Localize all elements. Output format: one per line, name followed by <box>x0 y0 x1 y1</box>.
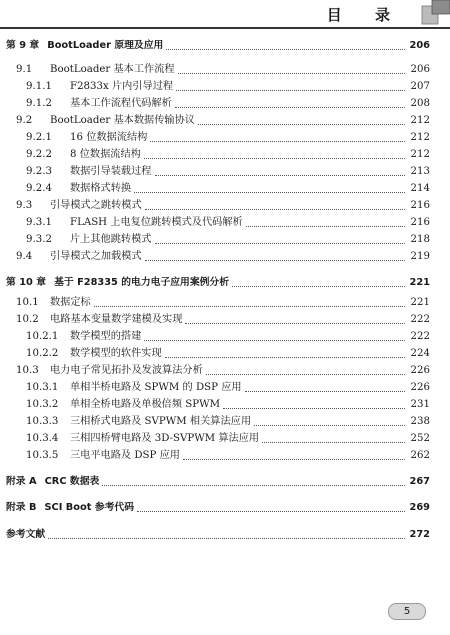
toc-entry-title: 基本工作流程代码解析 <box>70 98 172 109</box>
toc-entry <box>0 181 450 197</box>
toc-entry-page: 267 <box>409 476 430 487</box>
toc-entry-title: 单相半桥电路及 SPWM 的 DSP 应用 <box>70 382 242 393</box>
toc-entry <box>0 113 450 129</box>
toc-entry-title: SCI Boot 参考代码 <box>44 502 134 513</box>
toc-entry-page: 221 <box>410 297 430 308</box>
page-header <box>0 0 450 28</box>
toc-entry-number: 9.2 <box>16 115 33 126</box>
toc-entry-title: 引导模式之跳转模式 <box>50 200 142 211</box>
dot-leader <box>262 442 405 443</box>
toc-entry-page: 231 <box>410 399 430 410</box>
toc-entry-number: 9.3 <box>16 200 33 211</box>
toc-entry-title: 基于 F28335 的电力电子应用案例分析 <box>54 277 230 288</box>
toc-entry <box>0 431 450 447</box>
toc-entry <box>0 363 450 379</box>
toc-entry-title: BootLoader 基本数据传输协议 <box>50 115 195 126</box>
page-number-label: 5 <box>403 606 411 617</box>
dot-leader <box>155 175 406 176</box>
dot-leader <box>175 107 405 108</box>
toc-entry-title: 三相四桥臂电路及 3D-SVPWM 算法应用 <box>70 433 260 444</box>
dot-leader <box>245 391 405 392</box>
toc-entry-page: 269 <box>409 502 430 513</box>
toc-entry <box>0 329 450 345</box>
toc-entry-title: BootLoader 基本工作流程 <box>50 64 175 75</box>
toc-entry-page: 226 <box>410 365 430 376</box>
toc-entry-page: 207 <box>410 81 430 92</box>
dot-leader <box>206 374 405 375</box>
toc-entry <box>0 275 450 291</box>
toc-entry <box>0 198 450 214</box>
toc-entry-number: 附录 A <box>6 476 37 487</box>
toc-entry-number: 9.4 <box>16 251 33 262</box>
toc-entry-page: 272 <box>409 529 430 540</box>
toc-entry-page: 262 <box>410 450 430 461</box>
toc-entry <box>0 96 450 112</box>
toc-entry-number: 10.3.5 <box>26 450 59 461</box>
toc-entry-page: 206 <box>409 40 430 51</box>
corner-decoration-icon <box>420 0 450 26</box>
toc-entry <box>0 232 450 248</box>
toc-entry-number: 9.1.2 <box>26 98 52 109</box>
toc-entry-title: 三电平电路及 DSP 应用 <box>70 450 180 461</box>
toc-entry-number: 9.1.1 <box>26 81 52 92</box>
toc-entry <box>0 215 450 231</box>
dot-leader <box>144 340 405 341</box>
toc-entry-number: 9.2.4 <box>26 183 52 194</box>
dot-leader <box>144 158 405 159</box>
toc-entry-page: 212 <box>410 132 430 143</box>
toc-entry-title: F2833x 片内引导过程 <box>70 81 174 92</box>
toc-entry <box>0 414 450 430</box>
toc-entry-title: BootLoader 原理及应用 <box>47 40 164 51</box>
toc-entry <box>0 346 450 362</box>
dot-leader <box>246 226 405 227</box>
toc-entry-number: 10.3 <box>16 365 39 376</box>
toc-entry <box>0 79 450 95</box>
toc-entry <box>0 147 450 163</box>
toc-entry-page: 222 <box>410 314 430 325</box>
toc-entry-number: 10.3.1 <box>26 382 59 393</box>
toc-entry-number: 9.2.3 <box>26 166 52 177</box>
dot-leader <box>178 73 405 74</box>
toc-entry-page: 252 <box>410 433 430 444</box>
page-number <box>388 603 426 620</box>
toc-entry-number: 9.2.1 <box>26 132 52 143</box>
toc-entry <box>0 500 450 516</box>
toc-entry-title: 三相桥式电路及 SVPWM 相关算法应用 <box>70 416 252 427</box>
toc-entry-number: 附录 B <box>6 502 37 513</box>
toc-entry-title: 数据格式转换 <box>70 183 132 194</box>
toc-entry-page: 212 <box>410 149 430 160</box>
toc-entry-page: 213 <box>410 166 430 177</box>
dot-leader <box>198 124 405 125</box>
toc-entry <box>0 164 450 180</box>
toc-entry <box>0 527 450 543</box>
toc-entry-number: 10.3.2 <box>26 399 59 410</box>
toc-entry <box>0 474 450 490</box>
toc-entry-title: 电力电子常见拓扑及发波算法分析 <box>50 365 203 376</box>
toc-entry-title: 片上其他跳转模式 <box>70 234 152 245</box>
toc-entry-number: 9.3.2 <box>26 234 52 245</box>
toc-entry-title: 数据定标 <box>50 297 91 308</box>
toc-entry <box>0 62 450 78</box>
toc-entry <box>0 448 450 464</box>
toc-entry-number: 10.3.3 <box>26 416 59 427</box>
dot-leader <box>137 511 405 512</box>
toc-entry-page: 224 <box>410 348 430 359</box>
dot-leader <box>94 306 405 307</box>
dot-leader <box>155 243 406 244</box>
toc-entry-page: 218 <box>410 234 430 245</box>
toc-entry-title: 单相全桥电路及单极倍频 SPWM <box>70 399 221 410</box>
toc-entry-page: 222 <box>410 331 430 342</box>
toc-entry <box>0 312 450 328</box>
dot-leader <box>232 286 405 287</box>
dot-leader <box>223 408 405 409</box>
toc-entry-page: 216 <box>410 217 430 228</box>
toc-entry-title: 数学模型的搭建 <box>70 331 142 342</box>
toc-entry-number: 9.3.1 <box>26 217 52 228</box>
toc-entry-title: 引导模式之加载模式 <box>50 251 142 262</box>
toc-entry-title: 数据引导装载过程 <box>70 166 152 177</box>
toc-entry-page: 226 <box>410 382 430 393</box>
dot-leader <box>176 90 405 91</box>
toc-entry <box>0 295 450 311</box>
dot-leader <box>150 141 405 142</box>
dot-leader <box>165 357 405 358</box>
toc-entry-page: 221 <box>409 277 430 288</box>
dot-leader <box>166 49 405 50</box>
toc-entry-page: 206 <box>410 64 430 75</box>
dot-leader <box>145 260 405 261</box>
toc-entry-number: 10.2.1 <box>26 331 59 342</box>
page-number-badge <box>378 598 430 622</box>
dot-leader <box>183 459 405 460</box>
toc-entry-number: 第 10 章 <box>6 277 47 288</box>
toc-entry-page: 208 <box>410 98 430 109</box>
header-rule <box>0 27 450 29</box>
dot-leader <box>185 323 405 324</box>
toc-entry-title: 电路基本变量数学建模及实现 <box>50 314 183 325</box>
dot-leader <box>254 425 405 426</box>
page-title: 目 录 <box>326 6 404 24</box>
toc-entry-page: 212 <box>410 115 430 126</box>
toc-entry-number: 9.2.2 <box>26 149 52 160</box>
toc-entry-page: 238 <box>410 416 430 427</box>
dot-leader <box>48 538 405 539</box>
toc-entry <box>0 38 450 54</box>
dot-leader <box>134 192 405 193</box>
toc-entry-page: 216 <box>410 200 430 211</box>
toc-entry-page: 214 <box>410 183 430 194</box>
toc-entry <box>0 249 450 265</box>
toc-entry-number: 第 9 章 <box>6 40 40 51</box>
toc-entry-number: 10.2.2 <box>26 348 59 359</box>
toc-entry-title: CRC 数据表 <box>44 476 100 487</box>
dot-leader <box>145 209 405 210</box>
toc-entry <box>0 380 450 396</box>
toc-entry-number: 10.1 <box>16 297 39 308</box>
dot-leader <box>102 485 405 486</box>
toc-entry-title: 16 位数据流结构 <box>70 132 148 143</box>
toc-entry <box>0 397 450 413</box>
toc-entry-title: 参考文献 <box>6 529 46 540</box>
toc-entry-page: 219 <box>410 251 430 262</box>
toc-entry-title: 数学模型的软件实现 <box>70 348 162 359</box>
toc-entry-number: 10.2 <box>16 314 39 325</box>
toc-entry-title: FLASH 上电复位跳转模式及代码解析 <box>70 217 243 228</box>
toc-entry-title: 8 位数据流结构 <box>70 149 141 160</box>
toc-entry-number: 10.3.4 <box>26 433 59 444</box>
toc-entry <box>0 130 450 146</box>
toc-entry-number: 9.1 <box>16 64 33 75</box>
